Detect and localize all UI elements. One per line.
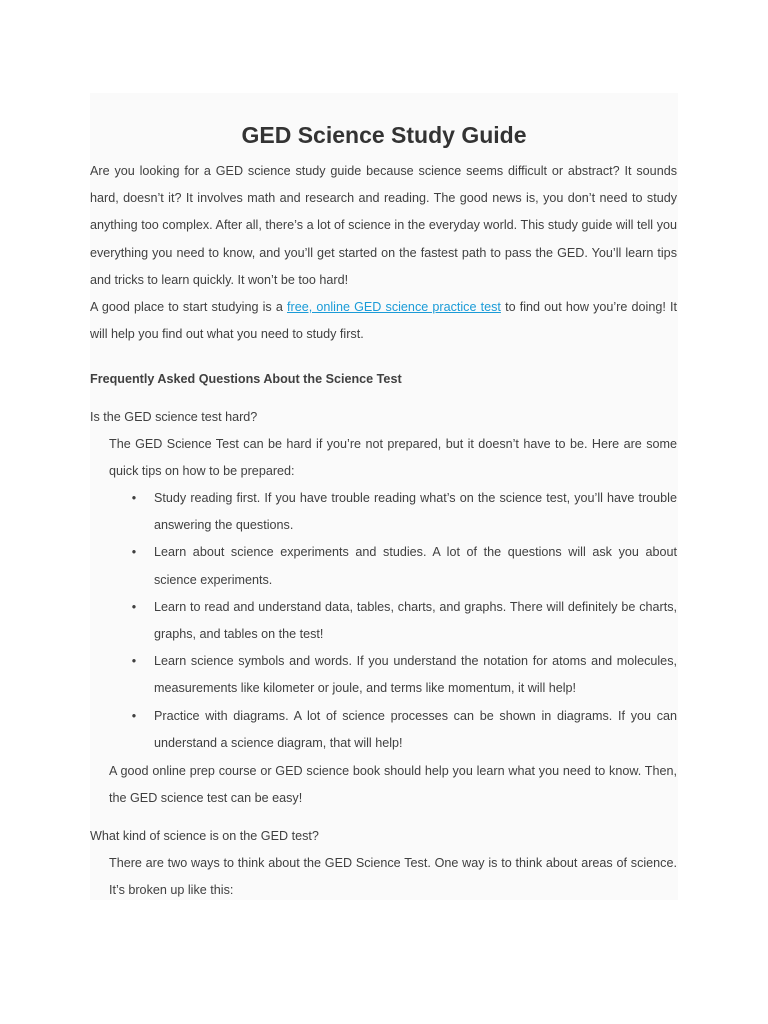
start-paragraph-text-after: to find out how you’re doing! It will help you find out what you need to study first. — [90, 300, 677, 342]
intro-paragraph: Are you looking for a GED science study guide because science seems difficult or abstract? It sounds hard, doesn’t it? It involves math and research and reading. The good news is, you don’t need to study anything too complex. After all, there’s a lot of science in the everyday world. This study guide will tell you everything you need to know, and you’ll get started on the fastest path to pass the GED. You’ll learn tips and tricks to learn quickly. It won’t be too hard! — [90, 164, 677, 287]
practice-test-link[interactable]: free, online GED science practice test — [287, 300, 501, 314]
tip-text: Study reading first. If you have trouble reading what’s on the science test, you’ll have trouble answering the questions. — [154, 491, 677, 533]
start-paragraph — [90, 294, 677, 348]
question-2: What kind of science is on the GED test? — [90, 829, 319, 843]
list-item — [130, 594, 677, 648]
tip-text: Practice with diagrams. A lot of science processes can be shown in diagrams. If you can understand a science diagram, that will help! — [154, 708, 677, 750]
answer-2-intro: There are two ways to think about the GED Science Test. One way is to think about areas of science. It’s broken up like this: — [109, 856, 677, 898]
tip-text: Learn about science experiments and studies. A lot of the questions will ask you about science experiments. — [154, 545, 677, 587]
bullet-icon: • — [131, 708, 137, 723]
bullet-icon: • — [131, 491, 137, 505]
list-item — [130, 703, 677, 757]
answer-1-intro: The GED Science Test can be hard if you’re not prepared, but it doesn’t have to be. Here are some quick tips on how to be prepared: — [109, 437, 677, 479]
page-title: GED Science Study Guide — [241, 122, 527, 148]
list-item — [130, 648, 677, 702]
bullet-icon: • — [131, 545, 137, 560]
tip-text: Learn to read and understand data, tables, charts, and graphs. There will definitely be charts, graphs, and tables on the test! — [154, 599, 677, 642]
bullet-icon: • — [131, 599, 137, 614]
start-paragraph-text-before: A good place to start studying is a — [90, 300, 287, 314]
list-item — [130, 539, 677, 593]
tips-list — [130, 485, 677, 757]
bullet-icon: • — [131, 654, 137, 669]
faq-heading: Frequently Asked Questions About the Science Test — [90, 372, 402, 386]
list-item — [130, 485, 677, 539]
answer-1-outro: A good online prep course or GED science book should help you learn what you need to know. Then, the GED science test can be easy! — [109, 764, 677, 806]
question-1: Is the GED science test hard? — [90, 410, 258, 424]
tip-text: Learn science symbols and words. If you understand the notation for atoms and molecules, measurements like kilometer or joule, and terms like momentum, it will help! — [154, 654, 677, 696]
